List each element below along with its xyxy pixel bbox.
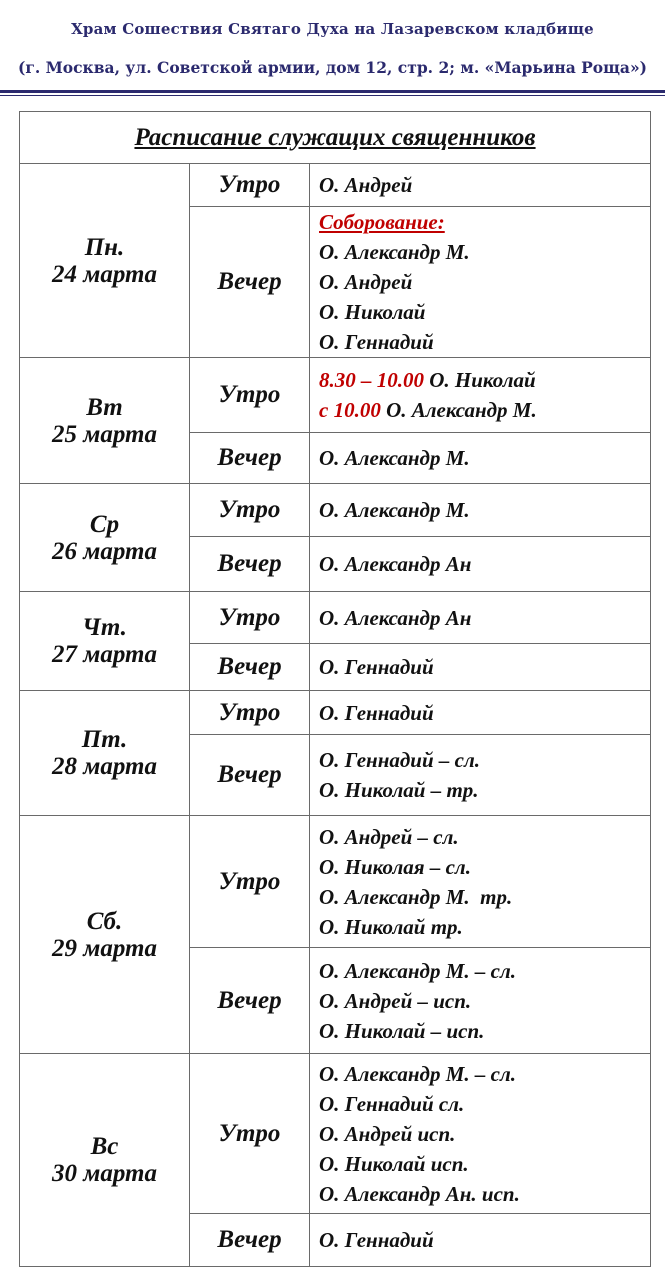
title-row bbox=[20, 112, 651, 164]
priest-name: О. Николай bbox=[424, 368, 536, 392]
priest-name: О. Александр М. bbox=[319, 498, 470, 522]
priest-name: О. Александр М. bbox=[319, 446, 470, 470]
day-date: 26 марта bbox=[52, 537, 157, 565]
day-date: 28 марта bbox=[52, 753, 157, 780]
priest-cell bbox=[310, 484, 651, 537]
priest-name: О. Андрей bbox=[319, 173, 413, 197]
priest-cell bbox=[310, 948, 651, 1054]
day-cell bbox=[20, 816, 190, 1054]
priest-name: О. Александр М. bbox=[380, 398, 537, 422]
day-name: Сб. bbox=[86, 907, 123, 935]
period-morning: Утро bbox=[190, 691, 310, 735]
day-name: Пт. bbox=[81, 726, 128, 753]
priest-name: О. Геннадий – сл. bbox=[319, 748, 480, 772]
period-morning: Утро bbox=[190, 164, 310, 207]
priest-name: О. Андрей bbox=[319, 270, 413, 294]
day-name: Пн. bbox=[84, 233, 125, 261]
priest-name: О. Николай исп. bbox=[319, 1151, 469, 1176]
priest-cell bbox=[310, 592, 651, 644]
schedule-title: Расписание служащих священников bbox=[134, 123, 536, 151]
priest-name: О. Геннадий bbox=[319, 655, 434, 679]
priest-name: О. Александр М. bbox=[319, 240, 470, 264]
period-morning: Утро bbox=[190, 358, 310, 433]
priest-name: О. Александр М. тр. bbox=[319, 884, 513, 909]
table-row bbox=[20, 592, 651, 644]
priest-name: О. Геннадий bbox=[319, 1228, 434, 1252]
day-cell bbox=[20, 358, 190, 484]
day-cell bbox=[20, 164, 190, 358]
day-cell bbox=[20, 484, 190, 592]
priest-cell bbox=[310, 1214, 651, 1267]
priest-name: О. Николай – исп. bbox=[319, 1018, 485, 1043]
period-evening: Вечер bbox=[190, 948, 310, 1054]
priest-name: О. Александр Ан bbox=[319, 605, 472, 630]
day-name: Ср bbox=[89, 510, 120, 538]
header-divider-thick bbox=[0, 90, 665, 93]
day-date: 30 марта bbox=[52, 1160, 157, 1187]
priest-name: О. Геннадий bbox=[319, 700, 434, 725]
priest-name: О. Андрей исп. bbox=[319, 1121, 456, 1146]
priest-cell bbox=[310, 207, 651, 358]
priest-name: О. Николай – тр. bbox=[319, 778, 479, 802]
church-name: Храм Сошествия Святаго Духа на Лазаревском кладбище bbox=[71, 20, 594, 38]
day-date: 24 марта bbox=[52, 260, 157, 288]
priest-name: О. Николая – сл. bbox=[319, 854, 471, 879]
church-header bbox=[0, 0, 665, 96]
priest-cell bbox=[310, 816, 651, 948]
priest-name: О. Александр Ан bbox=[319, 552, 472, 576]
header-divider-thin bbox=[0, 95, 665, 96]
period-evening: Вечер bbox=[190, 735, 310, 816]
priest-name: О. Александр М. – сл. bbox=[319, 1061, 516, 1086]
period-morning: Утро bbox=[190, 484, 310, 537]
priest-cell bbox=[310, 735, 651, 816]
period-evening: Вечер bbox=[190, 644, 310, 691]
service-time: с 10.00 bbox=[319, 398, 381, 422]
service-note: Соборование: bbox=[319, 210, 445, 234]
priest-name: О. Николай тр. bbox=[319, 914, 463, 939]
priest-cell bbox=[310, 691, 651, 735]
day-name: Чт. bbox=[82, 614, 127, 641]
period-evening: Вечер bbox=[190, 207, 310, 358]
priest-cell bbox=[310, 433, 651, 484]
period-morning: Утро bbox=[190, 1054, 310, 1214]
priest-name: О. Николай bbox=[319, 300, 426, 324]
period-evening: Вечер bbox=[190, 1214, 310, 1267]
day-date: 27 марта bbox=[52, 641, 157, 668]
priest-cell bbox=[310, 537, 651, 592]
table-row bbox=[20, 816, 651, 948]
table-row bbox=[20, 1054, 651, 1214]
day-name: Вт bbox=[86, 393, 123, 421]
table-row bbox=[20, 358, 651, 433]
day-cell bbox=[20, 592, 190, 691]
priest-name: О. Андрей – сл. bbox=[319, 824, 459, 849]
priest-cell bbox=[310, 1054, 651, 1214]
priest-name: О. Геннадий сл. bbox=[319, 1091, 465, 1116]
church-address: (г. Москва, ул. Советской армии, дом 12, стр. 2; м. «Марьина Роща») bbox=[18, 58, 647, 77]
table-row bbox=[20, 164, 651, 207]
priest-name: О. Андрей – исп. bbox=[319, 988, 472, 1013]
day-date: 25 марта bbox=[52, 420, 157, 448]
priest-name: О. Александр Ан. исп. bbox=[319, 1181, 520, 1206]
period-morning: Утро bbox=[190, 592, 310, 644]
priest-cell bbox=[310, 164, 651, 207]
priest-cell bbox=[310, 644, 651, 691]
period-evening: Вечер bbox=[190, 433, 310, 484]
priest-name: О. Геннадий bbox=[319, 330, 434, 354]
schedule-table bbox=[19, 111, 651, 1267]
service-time: 8.30 – 10.00 bbox=[319, 368, 424, 392]
day-cell bbox=[20, 1054, 190, 1267]
day-cell bbox=[20, 691, 190, 816]
priest-name: О. Александр М. – сл. bbox=[319, 958, 516, 983]
table-row bbox=[20, 691, 651, 735]
day-date: 29 марта bbox=[52, 934, 157, 962]
table-row bbox=[20, 484, 651, 537]
period-evening: Вечер bbox=[190, 537, 310, 592]
priest-cell bbox=[310, 358, 651, 433]
day-name: Вс bbox=[90, 1133, 119, 1160]
period-morning: Утро bbox=[190, 816, 310, 948]
